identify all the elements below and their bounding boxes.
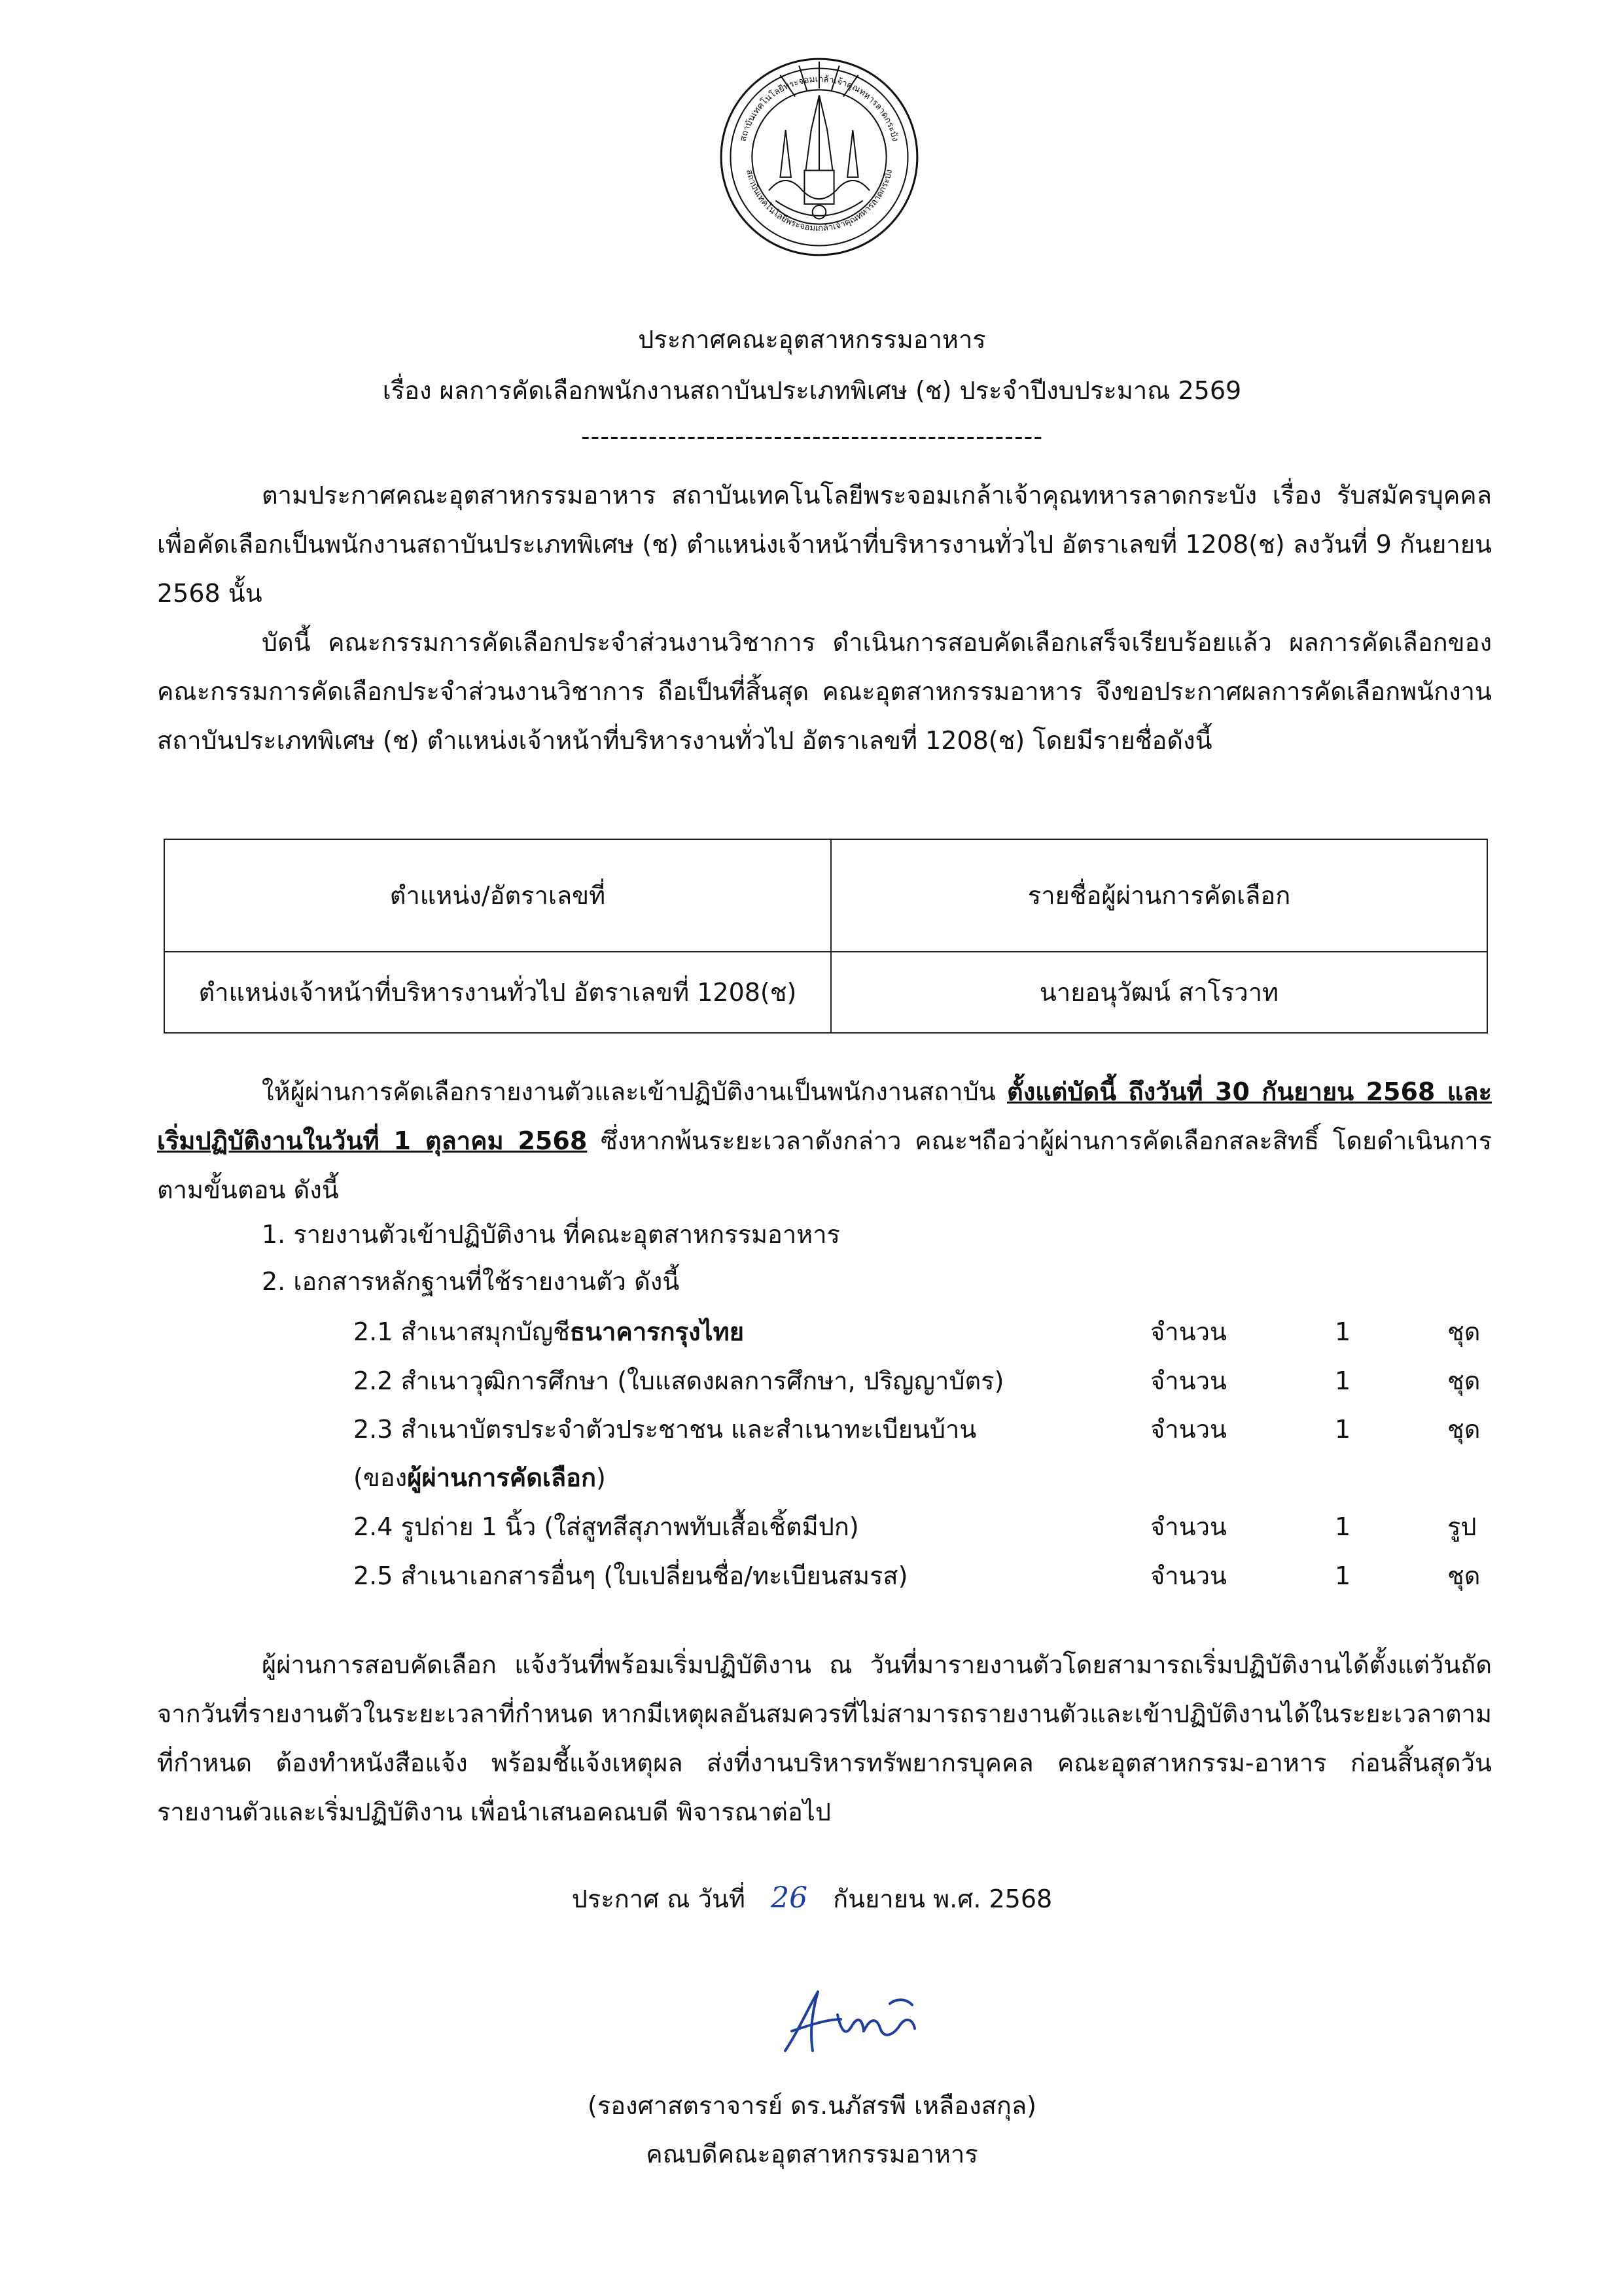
paragraph-reporting: ให้ผู้ผ่านการคัดเลือกรายงานตัวและเข้าปฏิบัติงานเป็นพนักงานสถาบัน ตั้งแต่บัดนี้ ถึงวันที่ 30 กันยายน 2568 และเริ่มปฏิบัติงานในวันที่ 1 ตุลาคม 2568 ซึ่งหากพ้นระยะเวลาดังกล่าว คณะฯถือว่าผู้ผ่านการคัดเลือกสละสิทธิ์ โดยดำเนินการตามขั้นตอน ดังนี้ bbox=[157, 1077, 1492, 1204]
document-item: 2.2 สำเนาวุฒิการศึกษา (ใบแสดงผลการศึกษา, ปริญญาบัตร) จำนวน 1 ชุด bbox=[353, 1366, 1481, 1395]
handwritten-signature bbox=[772, 1979, 936, 2064]
table-header-row bbox=[164, 839, 1487, 952]
document-item: 2.4 รูปถ่าย 1 นิ้ว (ใส่สูทสีสุภาพทับเสื้อเชิ้ตมีปก) จำนวน 1 รูป bbox=[353, 1512, 1477, 1541]
handwritten-day: 26 bbox=[771, 1881, 808, 1915]
column-header-name: รายชื่อผู้ผ่านการคัดเลือก bbox=[831, 839, 1487, 952]
table-row bbox=[164, 952, 1487, 1033]
paragraph-result: บัดนี้ คณะกรรมการคัดเลือกประจำส่วนงานวิชาการ ดำเนินการสอบคัดเลือกเสร็จเรียบร้อยแล้ว ผลการคัดเลือกของคณะกรรมการคัดเลือกประจำส่วนงานวิชาการ ถือเป็นที่สิ้นสุด คณะอุตสาหกรรมอาหาร จึงขอประกาศผลการคัดเลือกพนักงานสถาบันประเภทพิเศษ (ช) ตำแหน่งเจ้าหน้าที่บริหารงานทั่วไป อัตราเลขที่ 1208(ช) โดยมีรายชื่อดังนี้ bbox=[157, 628, 1492, 755]
institute-seal-logo bbox=[718, 56, 920, 258]
document-item: 2.1 สำเนาสมุกบัญชีธนาคารกรุงไทย จำนวน 1 ชุด bbox=[353, 1317, 1481, 1346]
signatory-name: (รองศาสตราจารย์ ดร.นภัสรพี เหลืองสกุล) bbox=[588, 2091, 1036, 2120]
announcement-date: ประกาศ ณ วันที่ 26 กันยายน พ.ศ. 2568 bbox=[571, 1881, 1053, 1915]
document-item: 2.3 สำเนาบัตรประจำตัวประชาชน และสำเนาทะเบียนบ้าน จำนวน 1 ชุด bbox=[353, 1415, 1481, 1444]
column-header-position: ตำแหน่ง/อัตราเลขที่ bbox=[164, 839, 831, 952]
title-divider: ------------------------------------------------ bbox=[580, 422, 1044, 451]
reporting-deadline: ตั้งแต่บัดนี้ ถึงวันที่ 30 กันยายน 2568 และเริ่มปฏิบัติงานในวันที่ 1 ตุลาคม 2568 bbox=[157, 1077, 1492, 1155]
cell-selected-name: นายอนุวัฒน์ สาโรวาท bbox=[831, 952, 1487, 1033]
signatory-position: คณบดีคณะอุตสาหกรรมอาหาร bbox=[646, 2140, 978, 2168]
selection-result-table bbox=[164, 839, 1488, 1034]
step-2: 2. เอกสารหลักฐานที่ใช้รายงานตัว ดังนี้ bbox=[262, 1267, 680, 1296]
announcement-subject: เรื่อง ผลการคัดเลือกพนักงานสถาบันประเภทพิเศษ (ช) ประจำปีงบประมาณ 2569 bbox=[382, 376, 1242, 405]
document-item: 2.5 สำเนาเอกสารอื่นๆ (ใบเปลี่ยนชื่อ/ทะเบียนสมรส) จำนวน 1 ชุด bbox=[353, 1561, 1481, 1590]
step-1: 1. รายงานตัวเข้าปฏิบัติงาน ที่คณะอุตสาหกรรมอาหาร bbox=[262, 1220, 840, 1249]
svg-text:สถาบันเทคโนโลยีพระจอมเกล้าเจ้า: สถาบันเทคโนโลยีพระจอมเกล้าเจ้าคุณทหารลาดกระบัง bbox=[738, 74, 900, 143]
paragraph-reference: ตามประกาศคณะอุตสาหกรรมอาหาร สถาบันเทคโนโลยีพระจอมเกล้าเจ้าคุณทหารลาดกระบัง เรื่อง รับสมัครบุคคลเพื่อคัดเลือกเป็นพนักงานสถาบันประเภทพิเศษ (ช) ตำแหน่งเจ้าหน้าที่บริหารงานทั่วไป อัตราเลขที่ 1208(ช) ลงวันที่ 9 กันยายน 2568 นั้น bbox=[157, 481, 1492, 608]
svg-text:สถาบันเทคโนโลยีพระจอมเกล้าเจ้า: สถาบันเทคโนโลยีพระจอมเกล้าเจ้าคุณทหารลาดกระบัง bbox=[743, 168, 895, 234]
document-note: (ของผู้ผ่านการคัดเลือก) bbox=[353, 1463, 606, 1492]
paragraph-start-date: ผู้ผ่านการสอบคัดเลือก แจ้งวันที่พร้อมเริ่มปฏิบัติงาน ณ วันที่มารายงานตัวโดยสามารถเริ่มปฏิบัติงานได้ตั้งแต่วันถัดจากวันที่รายงานตัวในระยะเวลาที่กำหนด หากมีเหตุผลอันสมควรที่ไม่สามารถรายงานตัวและเข้าปฏิบัติงานได้ในระยะเวลาตามที่กำหนด ต้องทำหนังสือแจ้ง พร้อมชี้แจ้งเหตุผล ส่งที่งานบริหารทรัพยากรบุคคล คณะอุตสาหกรรม-อาหาร ก่อนสิ้นสุดวันรายงานตัวและเริ่มปฏิบัติงาน เพื่อนำเสนอคณบดี พิจารณาต่อไป bbox=[157, 1650, 1492, 1826]
announcement-title: ประกาศคณะอุตสาหกรรมอาหาร bbox=[638, 325, 986, 354]
cell-position: ตำแหน่งเจ้าหน้าที่บริหารงานทั่วไป อัตราเลขที่ 1208(ช) bbox=[164, 952, 831, 1033]
